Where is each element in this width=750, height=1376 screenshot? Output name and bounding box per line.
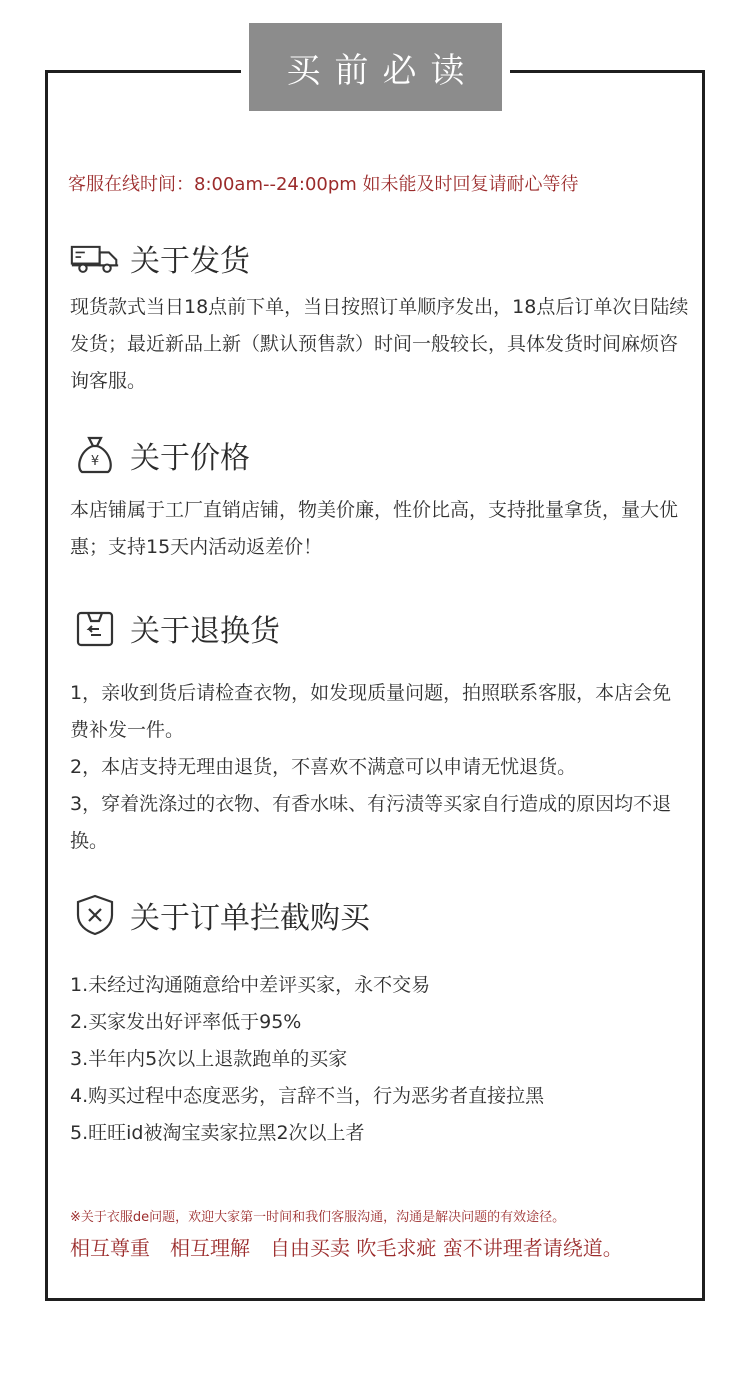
section-shipping-header [70,236,250,280]
section-text: 3.半年内5次以上退款跑单的买家 [70,1048,348,1070]
shield-x-icon [70,895,120,935]
section-blocklist-body [70,967,690,1152]
section-returns-header [70,606,280,650]
section-text: 1，亲收到货后请检查衣物，如发现质量问题，拍照联系客服，本店会免费补发一件。 [70,682,672,741]
section-heading: 关于订单拦截购买 [130,901,370,936]
footer-slogan: 相互尊重 相互理解 自由买卖 吹毛求疵 蛮不讲理者请绕道。 [70,1236,623,1260]
section-text: 现货款式当日18点前下单，当日按照订单顺序发出，18点后订单次日陆续发货；最近新品上新（默认预售款）时间一般较长，具体发货时间麻烦咨询客服。 [70,296,689,392]
section-heading: 关于发货 [130,244,250,279]
svg-text:¥: ¥ [90,454,100,469]
section-text: 4.购买过程中态度恶劣，言辞不当，行为恶劣者直接拉黑 [70,1085,545,1107]
money-bag-icon [70,435,120,475]
section-shipping-body [70,289,690,400]
section-price-body [70,492,690,566]
section-text: 2，本店支持无理由退货，不喜欢不满意可以申请无忧退货。 [70,756,577,778]
section-text: 2.买家发出好评率低于95% [70,1011,302,1033]
section-heading: 关于退换货 [130,614,280,649]
section-price-header [70,433,250,477]
delivery-truck-icon [70,238,120,278]
return-box-icon [70,608,120,648]
section-returns-body [70,675,690,860]
section-text: 3，穿着洗涤过的衣物、有香水味、有污渍等买家自行造成的原因均不退换。 [70,793,672,852]
page-title: 买前必读 [249,23,502,111]
section-heading: 关于价格 [130,441,250,476]
section-text: 1.未经过沟通随意给中差评买家，永不交易 [70,974,431,996]
section-blocklist-header [70,893,370,937]
section-text: 本店铺属于工厂直销店铺，物美价廉，性价比高，支持批量拿货，量大优惠；支持15天内活动返差价！ [70,499,679,558]
section-text: 5.旺旺id被淘宝卖家拉黑2次以上者 [70,1122,365,1144]
service-hours-notice: 客服在线时间：8:00am--24:00pm 如未能及时回复请耐心等待 [68,174,579,195]
footer-note: ※关于衣服de问题，欢迎大家第一时间和我们客服沟通，沟通是解决问题的有效途径。 [70,1210,566,1225]
